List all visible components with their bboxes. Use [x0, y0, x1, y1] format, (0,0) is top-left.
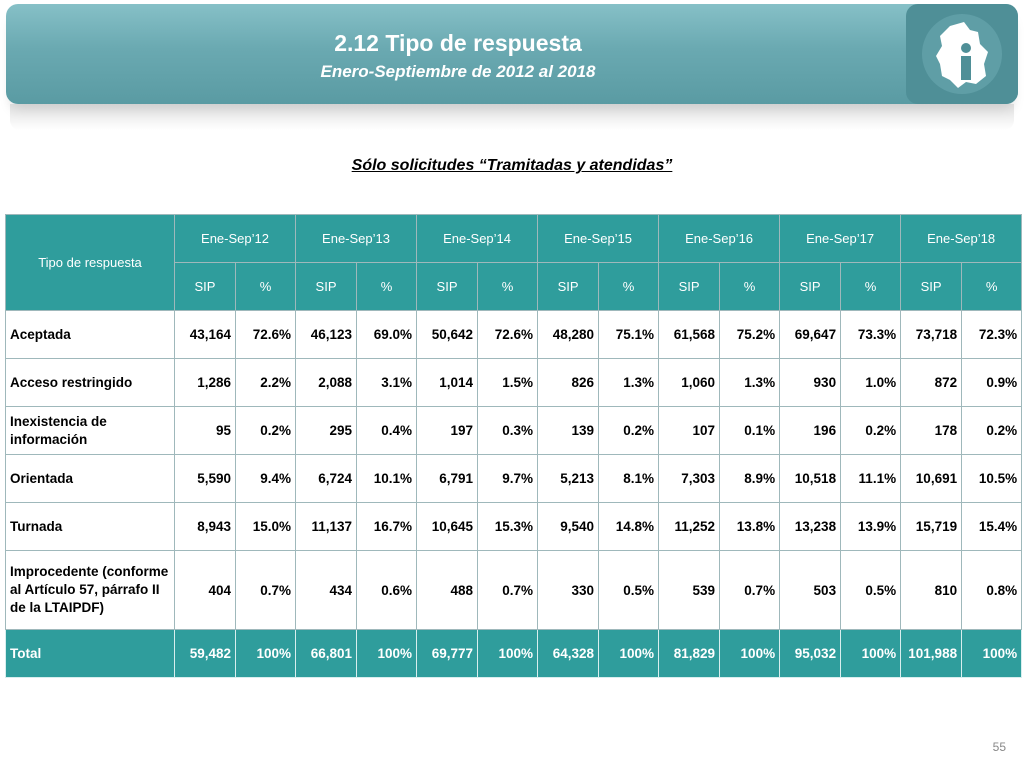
cell-percent: 0.7%: [478, 551, 538, 630]
cell-sip: 539: [659, 551, 720, 630]
cell-sip: 404: [175, 551, 236, 630]
cell-sip: 6,724: [296, 455, 357, 503]
cell-sip: 95: [175, 407, 236, 455]
column-header-period: Ene-Sep’16: [659, 215, 780, 263]
cell-sip: 434: [296, 551, 357, 630]
cell-sip: 107: [659, 407, 720, 455]
cell-percent: 0.8%: [962, 551, 1022, 630]
column-header-sip: SIP: [417, 263, 478, 311]
page-title: 2.12 Tipo de respuesta: [334, 30, 582, 56]
cell-sip: 15,719: [901, 503, 962, 551]
total-cell-sip: 81,829: [659, 630, 720, 678]
cell-sip: 7,303: [659, 455, 720, 503]
row-label: Turnada: [6, 503, 175, 551]
cell-percent: 8.1%: [599, 455, 659, 503]
cell-sip: 11,252: [659, 503, 720, 551]
cell-percent: 0.1%: [720, 407, 780, 455]
row-label: Improcedente (conforme al Artículo 57, párrafo II de la LTAIPDF): [6, 551, 175, 630]
total-label: Total: [6, 630, 175, 678]
total-cell-sip: 101,988: [901, 630, 962, 678]
column-header-percent: %: [599, 263, 659, 311]
table-row: [6, 359, 1022, 407]
cell-percent: 72.6%: [478, 311, 538, 359]
total-cell-sip: 59,482: [175, 630, 236, 678]
cell-percent: 0.5%: [599, 551, 659, 630]
column-header-sip: SIP: [538, 263, 599, 311]
column-header-period: Ene-Sep’18: [901, 215, 1022, 263]
cell-percent: 75.2%: [720, 311, 780, 359]
section-title: Sólo solicitudes “Tramitadas y atendidas”: [351, 157, 673, 174]
cell-percent: 15.0%: [236, 503, 296, 551]
cell-percent: 11.1%: [841, 455, 901, 503]
table-row: [6, 455, 1022, 503]
cell-sip: 810: [901, 551, 962, 630]
cell-sip: 8,943: [175, 503, 236, 551]
cell-percent: 3.1%: [357, 359, 417, 407]
cell-sip: 196: [780, 407, 841, 455]
total-cell-percent: 100%: [478, 630, 538, 678]
cell-percent: 73.3%: [841, 311, 901, 359]
cell-percent: 0.4%: [357, 407, 417, 455]
cell-sip: 10,645: [417, 503, 478, 551]
cell-percent: 14.8%: [599, 503, 659, 551]
table-row: [6, 551, 1022, 630]
cell-sip: 5,213: [538, 455, 599, 503]
cell-sip: 46,123: [296, 311, 357, 359]
cell-sip: 9,540: [538, 503, 599, 551]
cell-sip: 488: [417, 551, 478, 630]
cell-sip: 1,014: [417, 359, 478, 407]
response-type-table: [5, 214, 1022, 678]
column-header-percent: %: [841, 263, 901, 311]
row-label: Acceso restringido: [6, 359, 175, 407]
total-cell-sip: 95,032: [780, 630, 841, 678]
cell-sip: 2,088: [296, 359, 357, 407]
cell-percent: 0.2%: [236, 407, 296, 455]
table-row: [6, 311, 1022, 359]
cell-percent: 1.5%: [478, 359, 538, 407]
cell-sip: 295: [296, 407, 357, 455]
header-row-periods: [6, 215, 1022, 263]
cell-sip: 50,642: [417, 311, 478, 359]
cell-percent: 69.0%: [357, 311, 417, 359]
column-header-sip: SIP: [780, 263, 841, 311]
cell-sip: 43,164: [175, 311, 236, 359]
cell-percent: 10.5%: [962, 455, 1022, 503]
cell-percent: 75.1%: [599, 311, 659, 359]
column-header-sip: SIP: [296, 263, 357, 311]
column-header-percent: %: [962, 263, 1022, 311]
total-cell-percent: 100%: [357, 630, 417, 678]
total-cell-percent: 100%: [720, 630, 780, 678]
cell-sip: 61,568: [659, 311, 720, 359]
page-number: 55: [992, 740, 1006, 754]
cell-sip: 5,590: [175, 455, 236, 503]
cell-percent: 2.2%: [236, 359, 296, 407]
cell-percent: 0.2%: [962, 407, 1022, 455]
column-header-percent: %: [357, 263, 417, 311]
column-header-period: Ene-Sep’12: [175, 215, 296, 263]
cell-sip: 503: [780, 551, 841, 630]
cell-percent: 0.7%: [236, 551, 296, 630]
cell-sip: 10,518: [780, 455, 841, 503]
cell-percent: 9.7%: [478, 455, 538, 503]
total-cell-sip: 66,801: [296, 630, 357, 678]
row-label: Aceptada: [6, 311, 175, 359]
total-cell-percent: 100%: [236, 630, 296, 678]
cell-percent: 9.4%: [236, 455, 296, 503]
cell-percent: 72.6%: [236, 311, 296, 359]
cell-percent: 10.1%: [357, 455, 417, 503]
cell-sip: 6,791: [417, 455, 478, 503]
column-header-sip: SIP: [901, 263, 962, 311]
cell-sip: 139: [538, 407, 599, 455]
column-header-sip: SIP: [659, 263, 720, 311]
cell-sip: 1,286: [175, 359, 236, 407]
total-cell-percent: 100%: [599, 630, 659, 678]
table-row: [6, 503, 1022, 551]
total-cell-sip: 64,328: [538, 630, 599, 678]
row-label: Inexistencia de información: [6, 407, 175, 455]
info-map-logo-icon: [920, 12, 1004, 96]
cell-percent: 0.5%: [841, 551, 901, 630]
cell-sip: 11,137: [296, 503, 357, 551]
table-row: [6, 407, 1022, 455]
header-shadow: [10, 104, 1014, 130]
total-cell-percent: 100%: [841, 630, 901, 678]
cell-sip: 872: [901, 359, 962, 407]
cell-sip: 178: [901, 407, 962, 455]
cell-percent: 1.3%: [720, 359, 780, 407]
row-label: Orientada: [6, 455, 175, 503]
cell-percent: 0.9%: [962, 359, 1022, 407]
cell-sip: 197: [417, 407, 478, 455]
column-header-period: Ene-Sep’17: [780, 215, 901, 263]
cell-percent: 15.3%: [478, 503, 538, 551]
column-header-tipo: Tipo de respuesta: [6, 215, 175, 311]
column-header-sip: SIP: [175, 263, 236, 311]
cell-percent: 13.8%: [720, 503, 780, 551]
cell-sip: 10,691: [901, 455, 962, 503]
cell-sip: 48,280: [538, 311, 599, 359]
total-cell-sip: 69,777: [417, 630, 478, 678]
cell-sip: 826: [538, 359, 599, 407]
cell-percent: 15.4%: [962, 503, 1022, 551]
cell-percent: 1.3%: [599, 359, 659, 407]
cell-percent: 13.9%: [841, 503, 901, 551]
cell-sip: 930: [780, 359, 841, 407]
cell-sip: 73,718: [901, 311, 962, 359]
column-header-period: Ene-Sep’15: [538, 215, 659, 263]
cell-percent: 16.7%: [357, 503, 417, 551]
cell-percent: 0.2%: [599, 407, 659, 455]
page-subtitle: Enero-Septiembre de 2012 al 2018: [320, 62, 596, 81]
cell-percent: 0.3%: [478, 407, 538, 455]
cell-percent: 72.3%: [962, 311, 1022, 359]
cell-percent: 1.0%: [841, 359, 901, 407]
column-header-percent: %: [236, 263, 296, 311]
column-header-percent: %: [478, 263, 538, 311]
total-row: [6, 630, 1022, 678]
cell-percent: 8.9%: [720, 455, 780, 503]
cell-percent: 0.2%: [841, 407, 901, 455]
cell-sip: 69,647: [780, 311, 841, 359]
cell-percent: 0.6%: [357, 551, 417, 630]
logo: [906, 4, 1018, 104]
total-cell-percent: 100%: [962, 630, 1022, 678]
cell-sip: 330: [538, 551, 599, 630]
cell-percent: 0.7%: [720, 551, 780, 630]
cell-sip: 13,238: [780, 503, 841, 551]
column-header-period: Ene-Sep’13: [296, 215, 417, 263]
column-header-percent: %: [720, 263, 780, 311]
cell-sip: 1,060: [659, 359, 720, 407]
column-header-period: Ene-Sep’14: [417, 215, 538, 263]
